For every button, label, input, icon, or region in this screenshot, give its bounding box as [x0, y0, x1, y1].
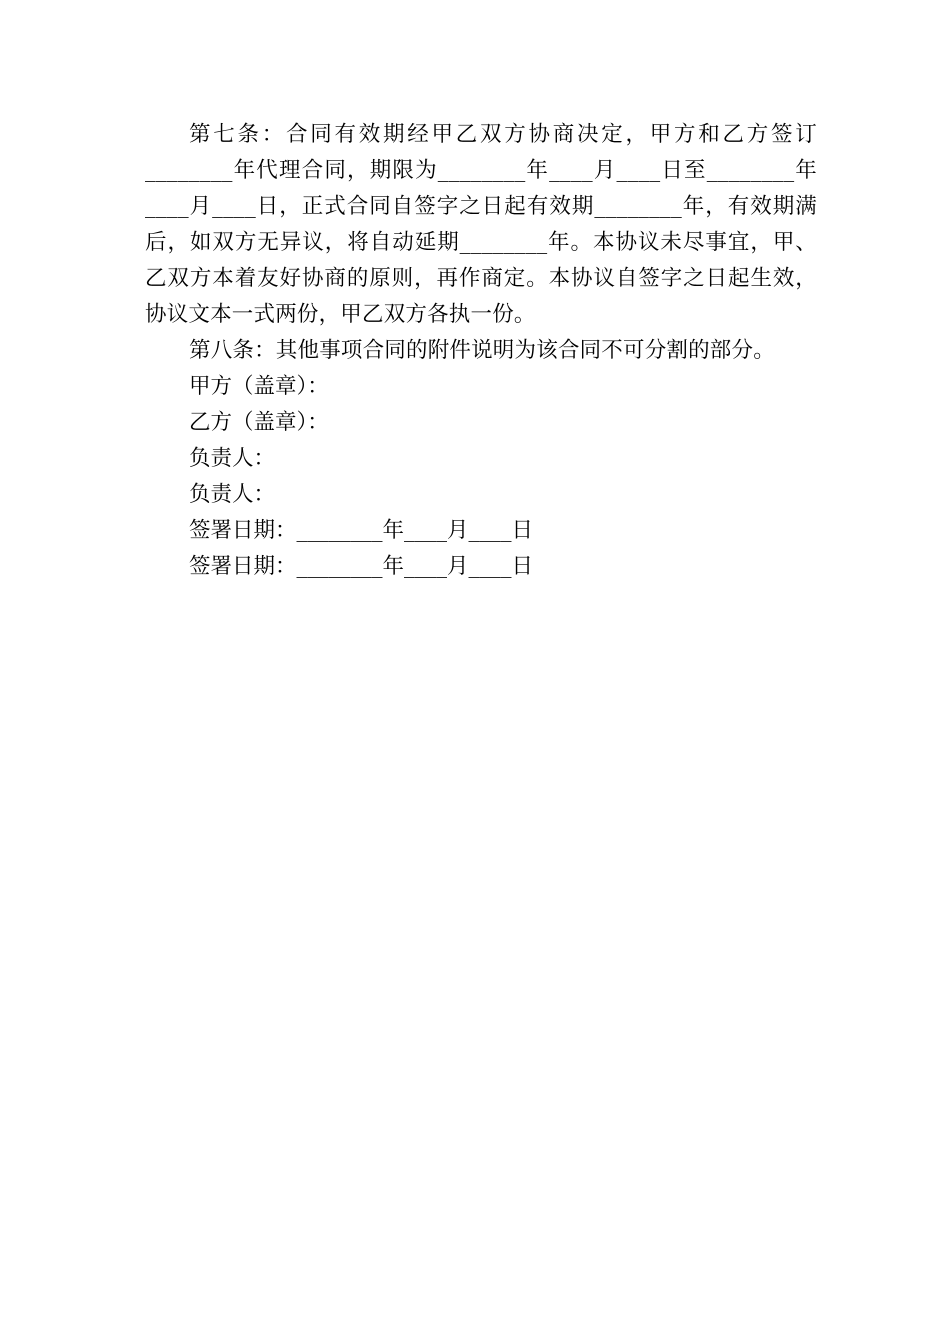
- sign-date-b-line: 签署日期：________年____月____日: [189, 554, 534, 579]
- article-8-paragraph: 第八条：其他事项合同的附件说明为该合同不可分割的部分。: [189, 338, 775, 363]
- sign-date-a-line: 签署日期：________年____月____日: [189, 518, 534, 543]
- article-7-paragraph: 第七条：合同有效期经甲乙双方协商决定，甲方和乙方签订________年代理合同，期限为________年____月____日至________年____月____日，正式合同自签字之日起有效期________年，有效期满后，如双方无异议，将自动延期________年。本协议未尽事宜，甲、乙双方本着友好协商的原则，再作商定。本协议自签字之日起生效，协议文本一式两份，甲乙双方各执一份。: [145, 122, 817, 327]
- person-in-charge-a-line: 负责人：: [189, 446, 276, 471]
- person-in-charge-b-line: 负责人：: [189, 482, 276, 507]
- party-a-seal-line: 甲方（盖章）：: [189, 374, 329, 399]
- document-page: [145, 117, 817, 585]
- party-b-seal-line: 乙方（盖章）：: [189, 410, 329, 435]
